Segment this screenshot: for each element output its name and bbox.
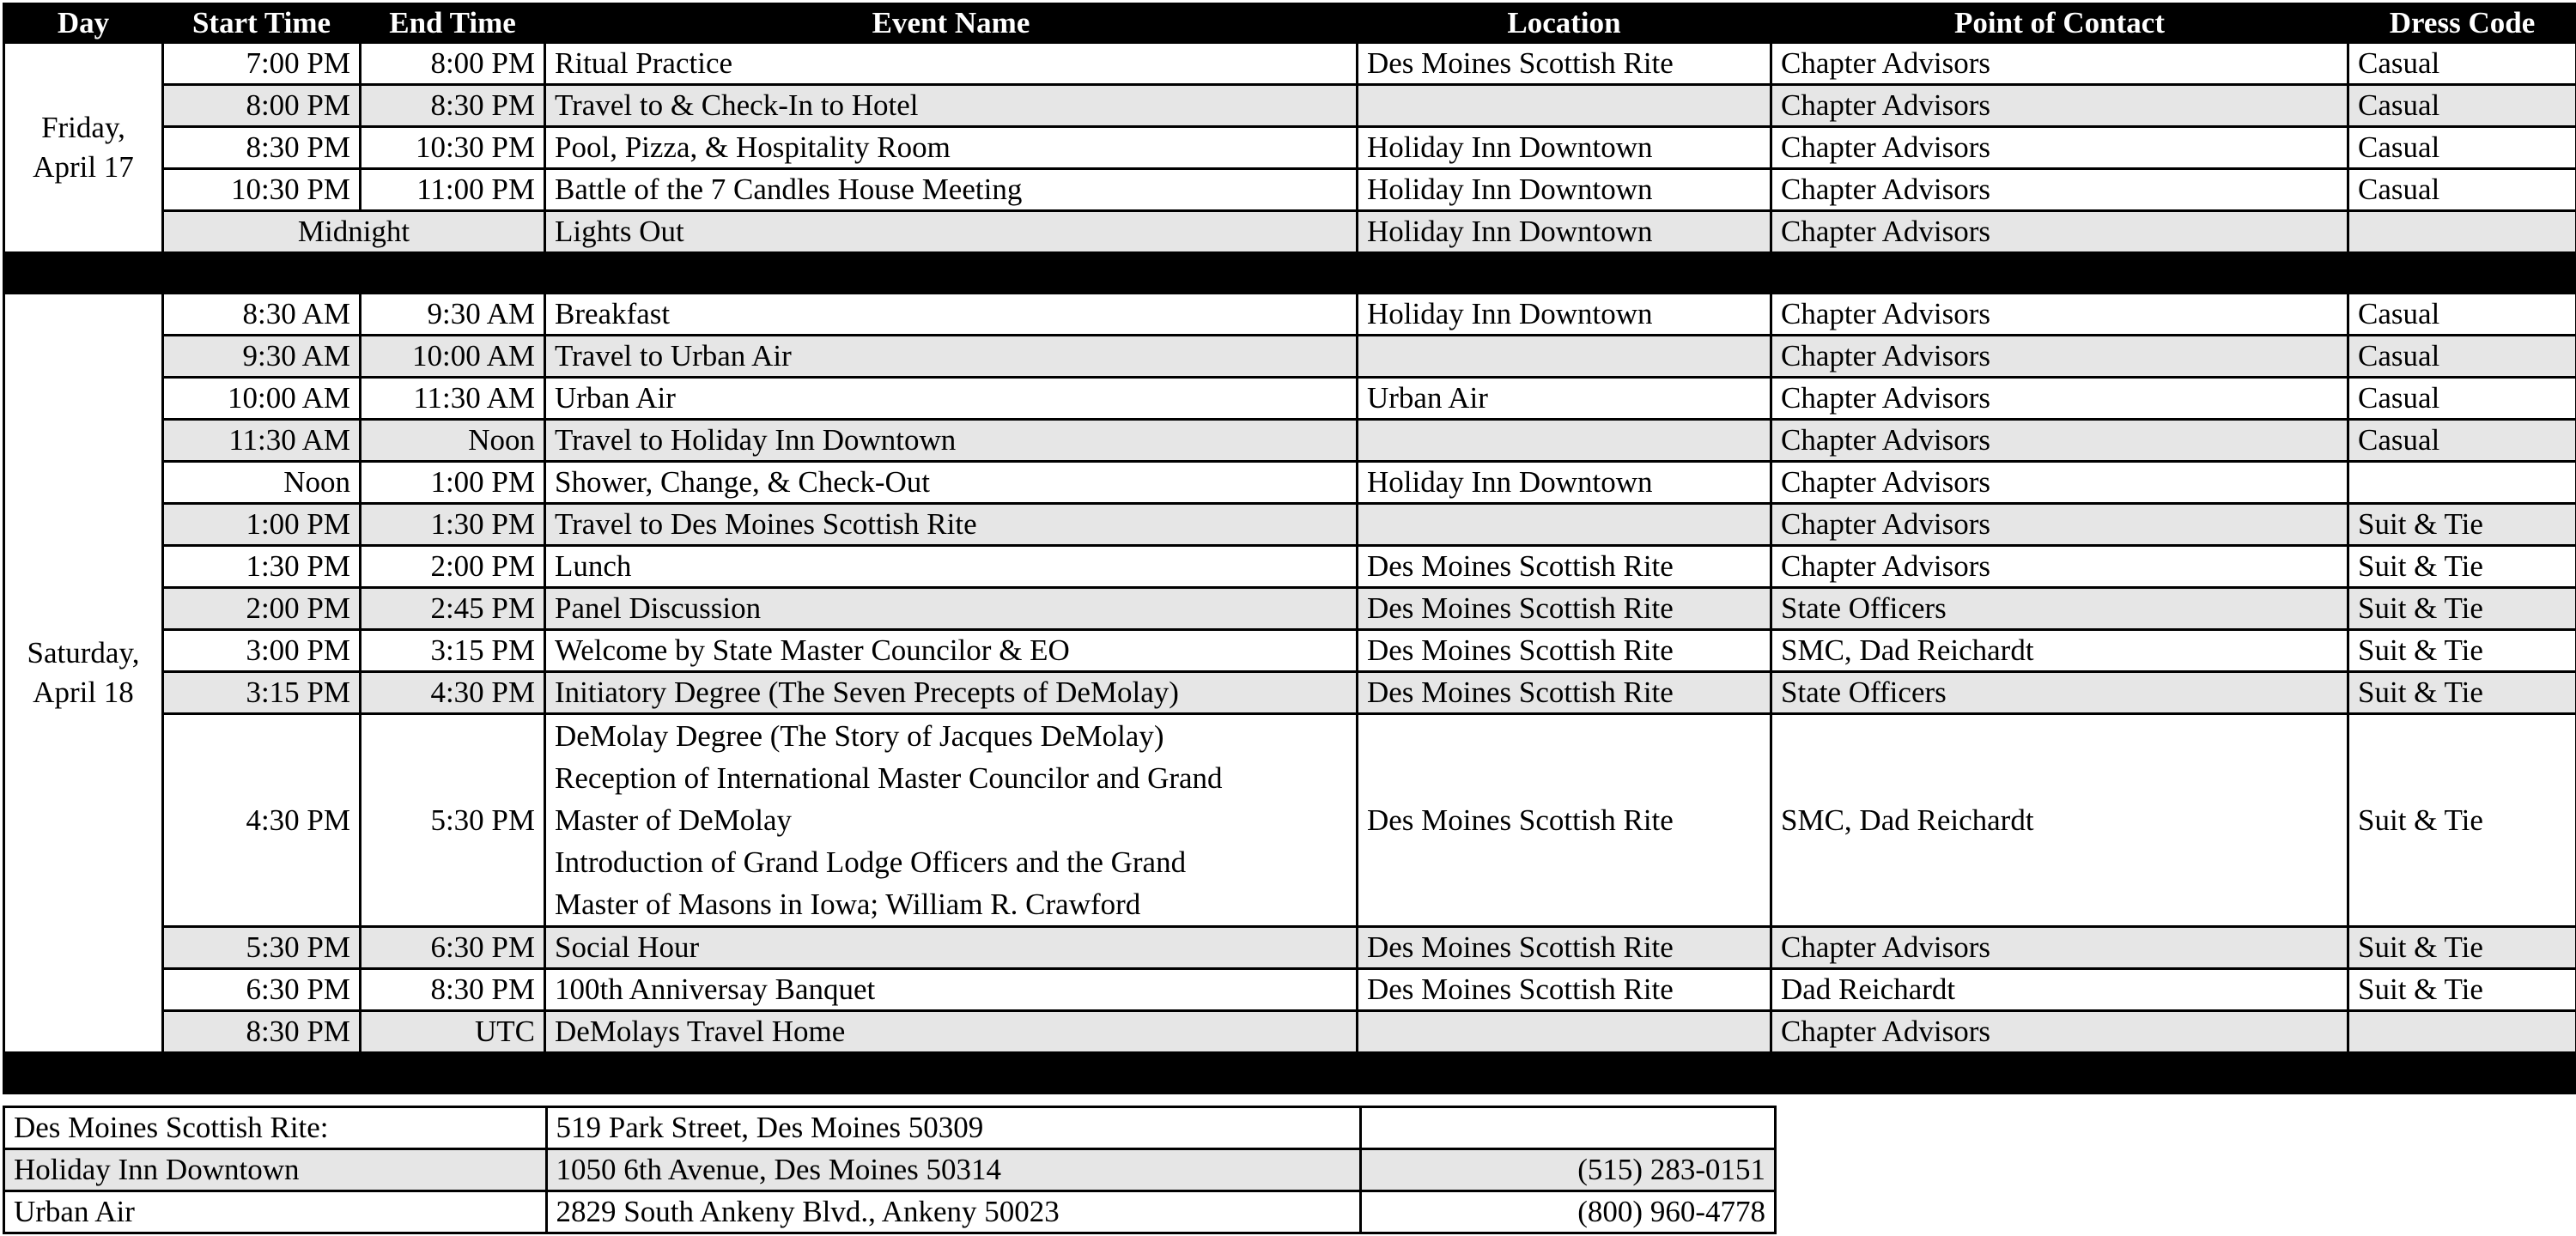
day-date: April 17 — [33, 150, 134, 184]
dress-code: Suit & Tie — [2348, 927, 2576, 969]
table-row — [4, 211, 2576, 253]
start-time: 10:30 PM — [163, 169, 361, 211]
dress-code: Suit & Tie — [2348, 630, 2576, 672]
event-line: Master of Masons in Iowa; William R. Crawford — [555, 888, 1141, 921]
dress-code — [2348, 1011, 2576, 1053]
start-time: 1:30 PM — [163, 546, 361, 588]
location: Holiday Inn Downtown — [1358, 462, 1771, 504]
end-time: UTC — [361, 1011, 545, 1053]
location — [1358, 85, 1771, 127]
end-time: 5:30 PM — [361, 714, 545, 927]
end-time: 2:00 PM — [361, 546, 545, 588]
event-name: 100th Anniversay Banquet — [545, 969, 1358, 1011]
point-of-contact: Chapter Advisors — [1771, 336, 2348, 378]
location: Urban Air — [1358, 378, 1771, 420]
table-row — [4, 420, 2576, 462]
event-name — [545, 714, 1358, 927]
point-of-contact: Chapter Advisors — [1771, 169, 2348, 211]
venue-address: 1050 6th Avenue, Des Moines 50314 — [546, 1149, 1360, 1191]
header-event-name: Event Name — [545, 4, 1358, 43]
start-time: 3:15 PM — [163, 672, 361, 714]
dress-code: Suit & Tie — [2348, 672, 2576, 714]
event-name: Ritual Practice — [545, 43, 1358, 85]
address-row — [4, 1149, 1776, 1191]
dress-code: Casual — [2348, 85, 2576, 127]
dress-code: Suit & Tie — [2348, 714, 2576, 927]
event-name: Travel to & Check-In to Hotel — [545, 85, 1358, 127]
location — [1358, 504, 1771, 546]
event-name: Lights Out — [545, 211, 1358, 253]
day-label: Saturday, — [27, 636, 140, 670]
start-time: Noon — [163, 462, 361, 504]
table-row — [4, 378, 2576, 420]
header-day: Day — [4, 4, 163, 43]
end-time: 10:00 AM — [361, 336, 545, 378]
event-name: Lunch — [545, 546, 1358, 588]
end-time: 11:30 AM — [361, 378, 545, 420]
location: Holiday Inn Downtown — [1358, 294, 1771, 336]
start-time: 10:00 AM — [163, 378, 361, 420]
dress-code: Casual — [2348, 420, 2576, 462]
point-of-contact: Chapter Advisors — [1771, 504, 2348, 546]
day-separator — [4, 1053, 2576, 1094]
end-time: 11:00 PM — [361, 169, 545, 211]
address-table — [3, 1106, 1777, 1234]
point-of-contact: Chapter Advisors — [1771, 927, 2348, 969]
dress-code: Suit & Tie — [2348, 504, 2576, 546]
table-row — [4, 714, 2576, 927]
start-time: 4:30 PM — [163, 714, 361, 927]
table-row — [4, 1011, 2576, 1053]
day-label: Friday, — [41, 111, 125, 144]
day-separator — [4, 253, 2576, 294]
point-of-contact: Chapter Advisors — [1771, 378, 2348, 420]
start-time: 3:00 PM — [163, 630, 361, 672]
point-of-contact: Chapter Advisors — [1771, 127, 2348, 169]
start-time: 8:30 AM — [163, 294, 361, 336]
location — [1358, 1011, 1771, 1053]
table-row — [4, 127, 2576, 169]
end-time: 1:00 PM — [361, 462, 545, 504]
schedule-table — [3, 3, 2576, 1094]
location: Des Moines Scottish Rite — [1358, 546, 1771, 588]
location — [1358, 420, 1771, 462]
point-of-contact: Dad Reichardt — [1771, 969, 2348, 1011]
event-name: Shower, Change, & Check-Out — [545, 462, 1358, 504]
venue-name: Des Moines Scottish Rite: — [4, 1107, 547, 1149]
header-point-of-contact: Point of Contact — [1771, 4, 2348, 43]
start-time: 2:00 PM — [163, 588, 361, 630]
event-name: Pool, Pizza, & Hospitality Room — [545, 127, 1358, 169]
point-of-contact: SMC, Dad Reichardt — [1771, 630, 2348, 672]
venue-phone: (515) 283-0151 — [1360, 1149, 1775, 1191]
end-time: 10:30 PM — [361, 127, 545, 169]
table-row — [4, 504, 2576, 546]
event-name: Social Hour — [545, 927, 1358, 969]
header-location: Location — [1358, 4, 1771, 43]
event-name: Breakfast — [545, 294, 1358, 336]
table-row — [4, 588, 2576, 630]
end-time: 8:30 PM — [361, 85, 545, 127]
dress-code: Casual — [2348, 43, 2576, 85]
start-time: 8:30 PM — [163, 127, 361, 169]
header-end-time: End Time — [361, 4, 545, 43]
location: Des Moines Scottish Rite — [1358, 43, 1771, 85]
end-time: 2:45 PM — [361, 588, 545, 630]
point-of-contact: SMC, Dad Reichardt — [1771, 714, 2348, 927]
end-time: Noon — [361, 420, 545, 462]
event-name: Battle of the 7 Candles House Meeting — [545, 169, 1358, 211]
point-of-contact: Chapter Advisors — [1771, 1011, 2348, 1053]
start-time: 6:30 PM — [163, 969, 361, 1011]
end-time: 3:15 PM — [361, 630, 545, 672]
location: Holiday Inn Downtown — [1358, 127, 1771, 169]
end-time: 6:30 PM — [361, 927, 545, 969]
location: Des Moines Scottish Rite — [1358, 714, 1771, 927]
dress-code: Suit & Tie — [2348, 588, 2576, 630]
start-time: 9:30 AM — [163, 336, 361, 378]
separator-bar — [4, 253, 2576, 294]
dress-code — [2348, 462, 2576, 504]
event-name: Welcome by State Master Councilor & EO — [545, 630, 1358, 672]
header-row — [4, 4, 2576, 43]
point-of-contact: Chapter Advisors — [1771, 462, 2348, 504]
location: Des Moines Scottish Rite — [1358, 672, 1771, 714]
table-row — [4, 969, 2576, 1011]
table-row — [4, 43, 2576, 85]
address-row — [4, 1107, 1776, 1149]
time-span: Midnight — [163, 211, 545, 253]
dress-code: Casual — [2348, 378, 2576, 420]
end-time: 9:30 AM — [361, 294, 545, 336]
table-row — [4, 927, 2576, 969]
header-start-time: Start Time — [163, 4, 361, 43]
start-time: 8:00 PM — [163, 85, 361, 127]
point-of-contact: State Officers — [1771, 588, 2348, 630]
location: Des Moines Scottish Rite — [1358, 927, 1771, 969]
point-of-contact: Chapter Advisors — [1771, 420, 2348, 462]
table-row — [4, 672, 2576, 714]
header-dress-code: Dress Code — [2348, 4, 2576, 43]
point-of-contact: Chapter Advisors — [1771, 546, 2348, 588]
start-time: 8:30 PM — [163, 1011, 361, 1053]
dress-code — [2348, 211, 2576, 253]
location: Holiday Inn Downtown — [1358, 211, 1771, 253]
event-name: Travel to Urban Air — [545, 336, 1358, 378]
day-cell-friday — [4, 43, 163, 253]
venue-phone — [1360, 1107, 1775, 1149]
day-date: April 18 — [33, 676, 134, 709]
start-time: 1:00 PM — [163, 504, 361, 546]
table-row — [4, 294, 2576, 336]
dress-code: Casual — [2348, 294, 2576, 336]
location: Des Moines Scottish Rite — [1358, 969, 1771, 1011]
event-name: Initiatory Degree (The Seven Precepts of DeMolay) — [545, 672, 1358, 714]
point-of-contact: State Officers — [1771, 672, 2348, 714]
event-name: Urban Air — [545, 378, 1358, 420]
event-name: Travel to Des Moines Scottish Rite — [545, 504, 1358, 546]
event-line: Master of DeMolay — [555, 803, 793, 837]
end-time: 4:30 PM — [361, 672, 545, 714]
dress-code: Suit & Tie — [2348, 969, 2576, 1011]
end-time: 1:30 PM — [361, 504, 545, 546]
end-time: 8:30 PM — [361, 969, 545, 1011]
event-name: DeMolays Travel Home — [545, 1011, 1358, 1053]
start-time: 7:00 PM — [163, 43, 361, 85]
table-row — [4, 462, 2576, 504]
dress-code: Casual — [2348, 169, 2576, 211]
location: Des Moines Scottish Rite — [1358, 588, 1771, 630]
dress-code: Casual — [2348, 336, 2576, 378]
venue-name: Holiday Inn Downtown — [4, 1149, 547, 1191]
table-row — [4, 630, 2576, 672]
table-row — [4, 336, 2576, 378]
location: Des Moines Scottish Rite — [1358, 630, 1771, 672]
point-of-contact: Chapter Advisors — [1771, 294, 2348, 336]
table-row — [4, 85, 2576, 127]
start-time: 5:30 PM — [163, 927, 361, 969]
location: Holiday Inn Downtown — [1358, 169, 1771, 211]
event-line: Reception of International Master Councilor and Grand — [555, 761, 1223, 795]
dress-code: Suit & Tie — [2348, 546, 2576, 588]
point-of-contact: Chapter Advisors — [1771, 211, 2348, 253]
table-row — [4, 169, 2576, 211]
address-row — [4, 1191, 1776, 1233]
day-cell-saturday — [4, 294, 163, 1053]
location — [1358, 336, 1771, 378]
event-name: Travel to Holiday Inn Downtown — [545, 420, 1358, 462]
event-line: Introduction of Grand Lodge Officers and the Grand — [555, 845, 1187, 879]
venue-address: 2829 South Ankeny Blvd., Ankeny 50023 — [546, 1191, 1360, 1233]
end-time: 8:00 PM — [361, 43, 545, 85]
separator-bar — [4, 1053, 2576, 1094]
point-of-contact: Chapter Advisors — [1771, 43, 2348, 85]
start-time: 11:30 AM — [163, 420, 361, 462]
point-of-contact: Chapter Advisors — [1771, 85, 2348, 127]
dress-code: Casual — [2348, 127, 2576, 169]
venue-address: 519 Park Street, Des Moines 50309 — [546, 1107, 1360, 1149]
table-row — [4, 546, 2576, 588]
event-line: DeMolay Degree (The Story of Jacques DeMolay) — [555, 719, 1164, 753]
venue-phone: (800) 960-4778 — [1360, 1191, 1775, 1233]
event-name: Panel Discussion — [545, 588, 1358, 630]
venue-name: Urban Air — [4, 1191, 547, 1233]
